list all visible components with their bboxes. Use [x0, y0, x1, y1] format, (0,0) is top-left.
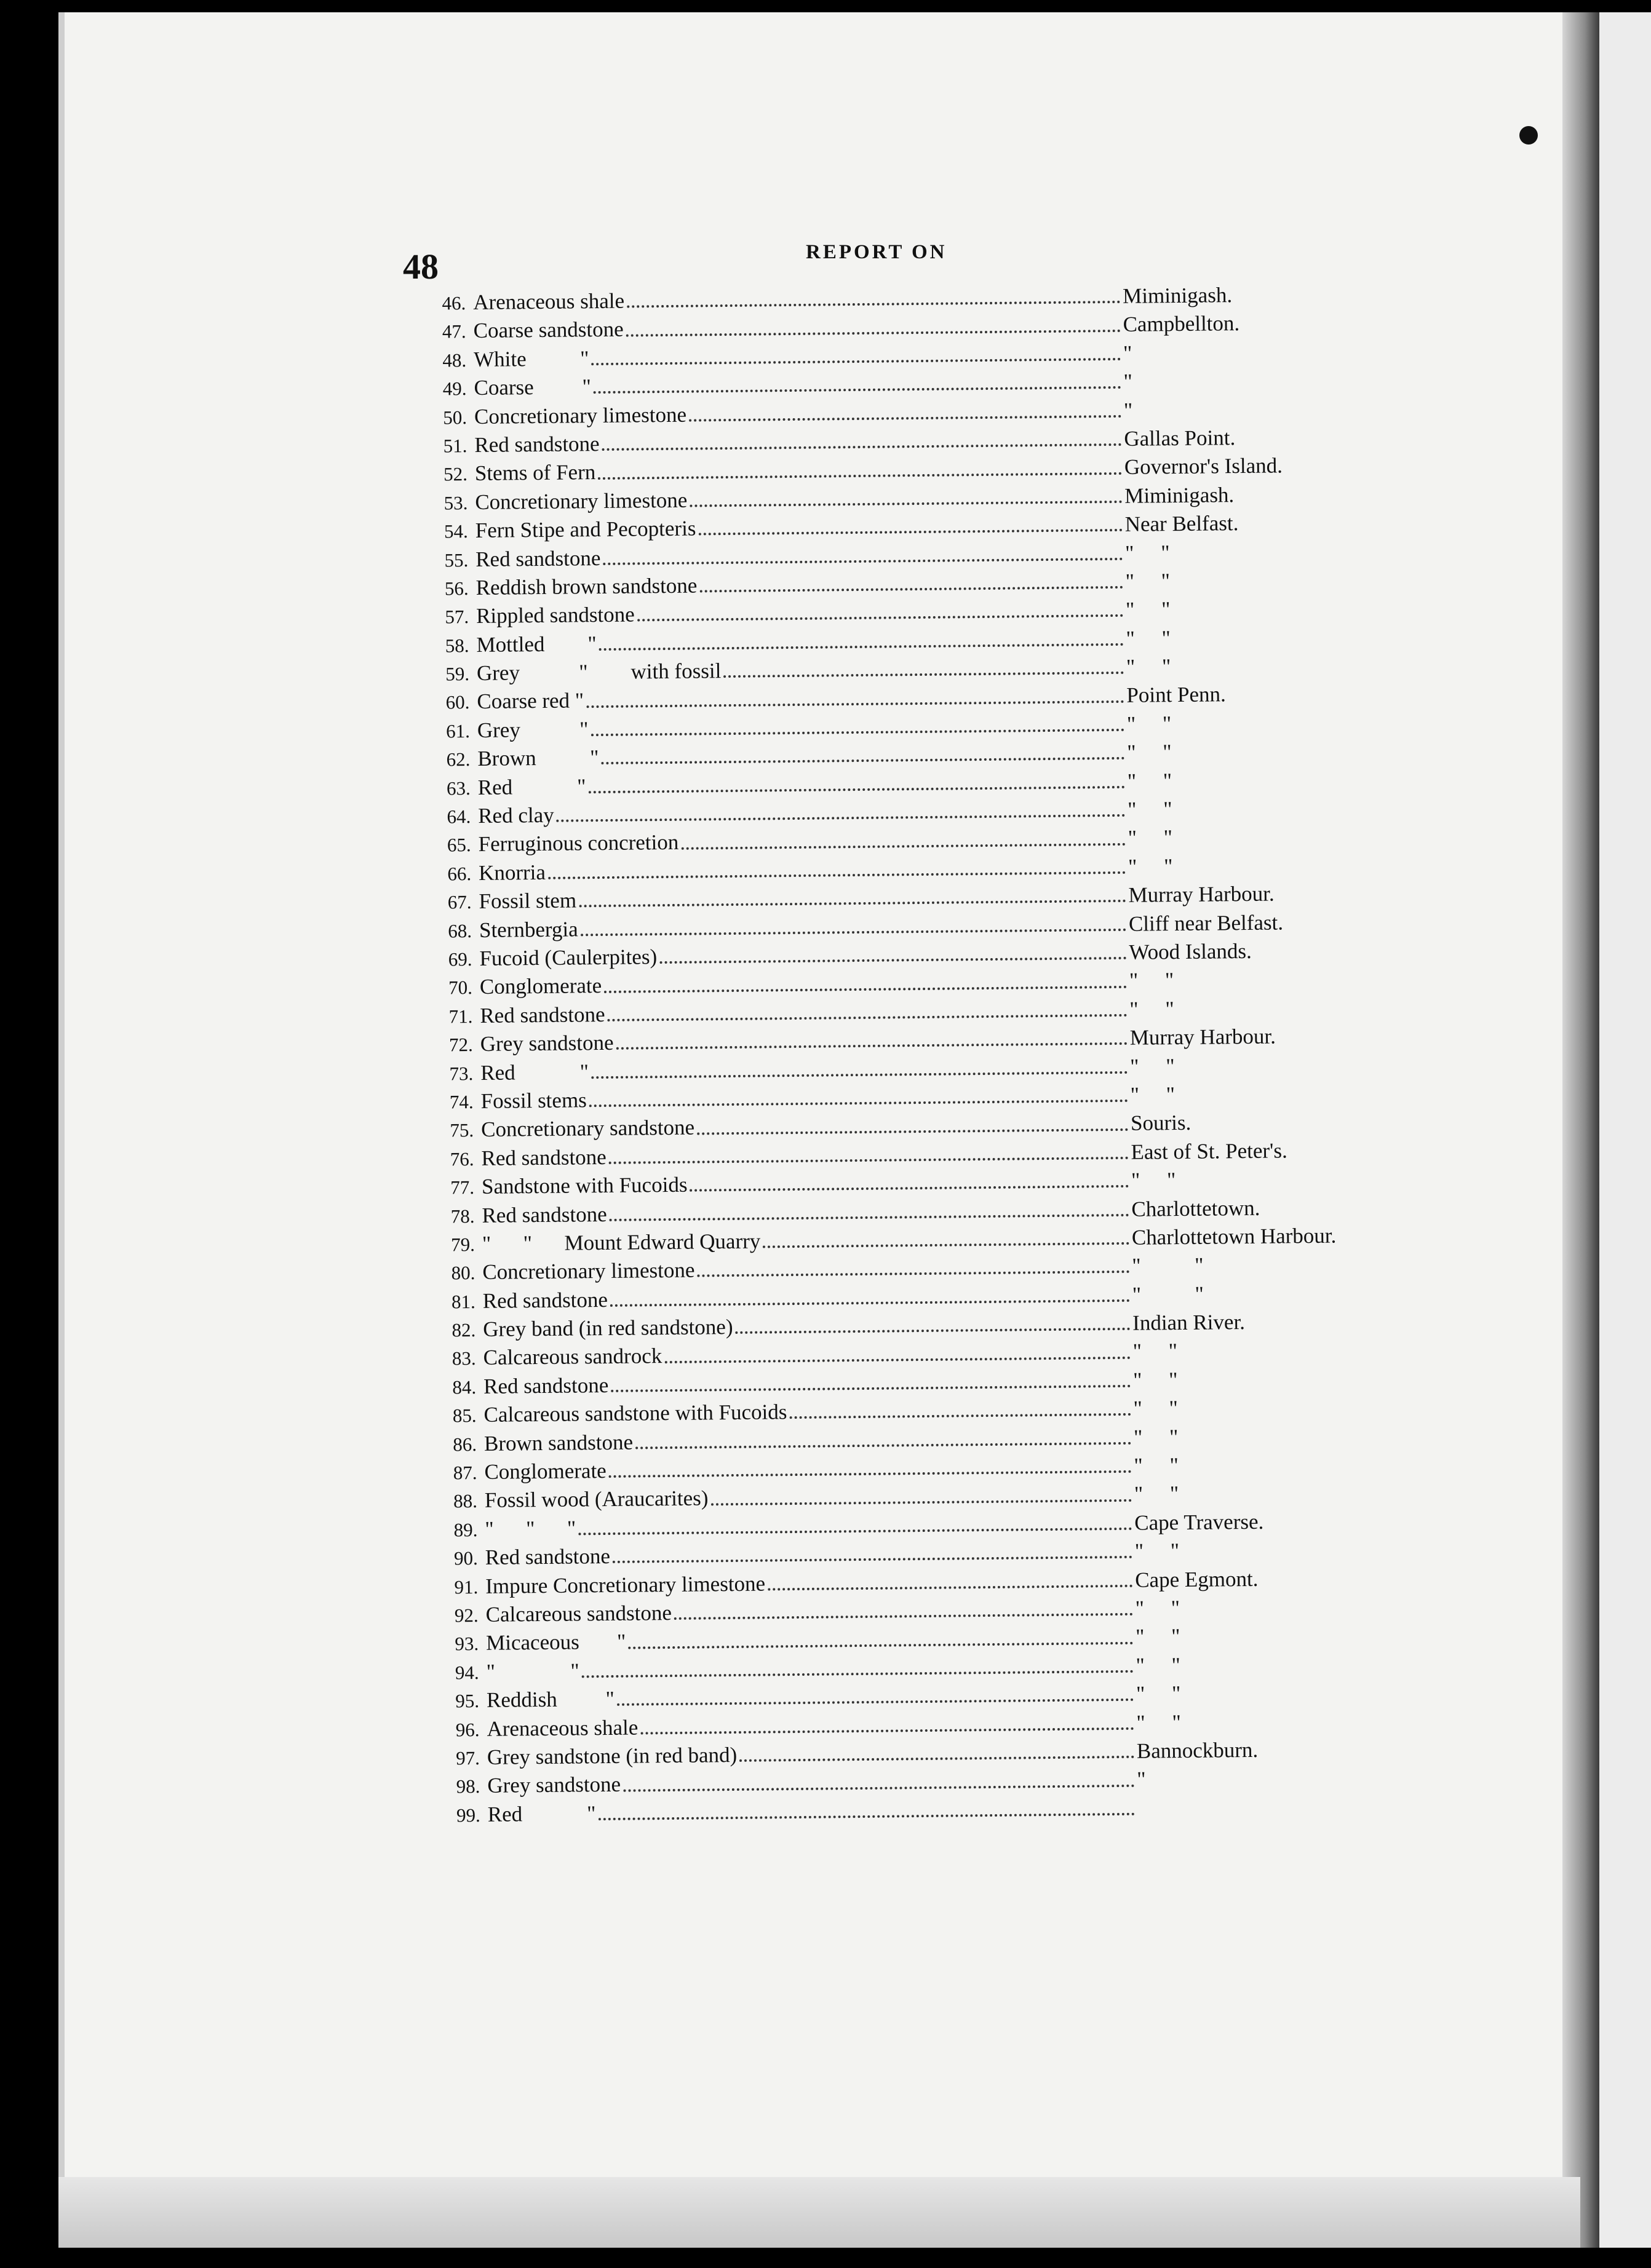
dot-leader: [674, 1607, 1133, 1620]
specimen-name: Grey " with fossil: [476, 659, 722, 686]
entry-number: 71.: [448, 1005, 473, 1028]
specimen-locality: Cliff near Belfast.: [1128, 910, 1284, 936]
specimen-name: Red ": [477, 774, 586, 799]
specimen-name: Red clay: [478, 803, 554, 828]
entry-number: 47.: [442, 320, 466, 343]
specimen-name: Coarse sandstone: [473, 317, 624, 343]
specimen-name: Impure Concretionary limestone: [485, 1571, 766, 1598]
specimen-name: Brown ": [477, 745, 599, 771]
specimen-locality: " ": [1136, 1681, 1181, 1706]
specimen-locality: " ": [1134, 1453, 1179, 1478]
specimen-name: " ": [486, 1659, 579, 1684]
specimen-locality: " ": [1127, 740, 1172, 765]
entry-number: 99.: [456, 1804, 480, 1826]
dot-leader: [616, 1036, 1128, 1050]
specimen-name: Red sandstone: [482, 1287, 608, 1313]
specimen-name: Conglomerate: [479, 973, 602, 999]
dot-leader: [763, 1236, 1129, 1248]
dot-leader: [628, 1635, 1133, 1649]
specimen-locality: Charlottetown Harbour.: [1131, 1223, 1337, 1250]
entry-number: 52.: [443, 463, 468, 485]
specimen-locality: Gallas Point.: [1124, 426, 1236, 451]
entry-number: 88.: [453, 1490, 478, 1512]
page-gutter-shadow: [1562, 12, 1599, 2248]
entry-number: 68.: [448, 919, 472, 942]
specimen-locality: " ": [1128, 825, 1173, 850]
entry-number: 63.: [446, 777, 471, 799]
entry-number: 90.: [453, 1547, 478, 1569]
specimen-name: Calcareous sandstone with Fucoids: [483, 1400, 787, 1427]
specimen-locality: ": [1123, 341, 1132, 365]
dot-leader: [640, 1721, 1134, 1735]
dot-leader: [699, 580, 1123, 593]
specimen-name: Red sandstone: [485, 1544, 611, 1570]
specimen-locality: " ": [1136, 1710, 1181, 1735]
dot-leader: [589, 1093, 1128, 1107]
entry-number: 61.: [445, 720, 471, 742]
dot-leader: [594, 380, 1121, 394]
entry-number: 98.: [456, 1775, 480, 1798]
running-head-title: REPORT ON: [806, 241, 947, 263]
entry-number: 62.: [446, 748, 471, 771]
dot-leader: [617, 1692, 1134, 1706]
specimen-locality: Indian River.: [1132, 1310, 1246, 1335]
specimen-name: Stems of Fern: [474, 460, 596, 486]
dot-leader: [591, 723, 1124, 736]
specimen-locality: " ": [1129, 1053, 1175, 1079]
specimen-locality: " ": [1124, 540, 1170, 565]
dot-leader: [588, 780, 1124, 793]
specimen-locality: " ": [1135, 1596, 1180, 1620]
specimen-locality: Miminigash.: [1122, 283, 1233, 308]
specimen-name: Red sandstone: [475, 545, 601, 571]
specimen-name: Reddish ": [486, 1687, 615, 1713]
dot-leader: [698, 523, 1122, 536]
dot-leader: [607, 1008, 1127, 1021]
specimen-name: Grey sandstone: [480, 1031, 614, 1057]
specimen-locality: " ": [1130, 1082, 1176, 1107]
entry-number: 73.: [449, 1062, 474, 1084]
entry-number: 85.: [452, 1405, 477, 1427]
entry-number: 87.: [453, 1462, 477, 1484]
page-bottom-edge: [58, 2177, 1580, 2248]
specimen-locality: Governor's Island.: [1124, 453, 1283, 480]
dot-leader: [609, 1151, 1129, 1164]
specimen-name: Reddish brown sandstone: [475, 573, 698, 600]
specimen-name: Fossil stems: [480, 1088, 587, 1113]
specimen-locality: Bannockburn.: [1136, 1737, 1259, 1763]
entry-number: 48.: [442, 349, 467, 371]
entry-number: 59.: [445, 663, 470, 685]
entry-number: 89.: [453, 1518, 478, 1541]
entry-number: 57.: [445, 606, 469, 628]
entry-number: 53.: [444, 491, 468, 514]
specimen-locality: " ": [1127, 797, 1172, 822]
dot-leader: [610, 1293, 1130, 1307]
specimen-name: Red sandstone: [481, 1144, 607, 1170]
specimen-name: Brown sandstone: [483, 1430, 634, 1456]
specimen-name: Arenaceous shale: [487, 1715, 639, 1741]
specimen-locality: Murray Harbour.: [1128, 881, 1275, 908]
entry-number: 74.: [449, 1090, 474, 1113]
dot-leader: [591, 1065, 1128, 1079]
specimen-name: Grey sandstone (in red band): [487, 1742, 738, 1769]
specimen-locality: " ": [1132, 1253, 1204, 1279]
specimen-locality: " ": [1136, 1652, 1181, 1678]
dot-leader: [582, 1664, 1134, 1678]
specimen-locality: " ": [1132, 1339, 1178, 1364]
specimen-name: Sandstone with Fucoids: [481, 1172, 688, 1199]
dot-leader: [601, 751, 1124, 764]
specimen-name: Grey sandstone: [487, 1772, 621, 1798]
dot-leader: [789, 1407, 1131, 1419]
dot-leader: [739, 1750, 1134, 1762]
specimen-locality: " ": [1126, 654, 1171, 679]
entry-number: 94.: [455, 1661, 479, 1684]
entry-number: 51.: [443, 435, 467, 457]
dot-leader: [664, 1350, 1131, 1363]
specimen-locality: " ": [1127, 768, 1172, 793]
entry-number: 95.: [455, 1690, 480, 1712]
specimen-locality: " ": [1125, 569, 1171, 593]
specimen-locality: " ": [1134, 1481, 1179, 1507]
dot-leader: [681, 836, 1125, 849]
dot-leader: [599, 637, 1124, 651]
specimen-name: Coarse ": [474, 375, 591, 400]
entry-number: 72.: [448, 1034, 473, 1056]
entry-number: 80.: [451, 1262, 475, 1284]
specimen-name: Calcareous sandstone: [485, 1600, 672, 1627]
dot-leader: [710, 1493, 1132, 1505]
specimen-locality: [1137, 1813, 1383, 1815]
entry-number: 96.: [455, 1718, 480, 1740]
dot-leader: [611, 1379, 1131, 1392]
dot-leader: [604, 979, 1127, 993]
specimen-locality: Charlottetown.: [1131, 1195, 1260, 1221]
entry-number: 64.: [447, 806, 471, 828]
entry-number: 97.: [456, 1747, 480, 1769]
entry-number: 93.: [455, 1633, 479, 1655]
specimen-name: Arenaceous shale: [473, 288, 625, 314]
dot-leader: [690, 1179, 1129, 1192]
entry-number: 50.: [443, 406, 467, 429]
entry-number: 83.: [452, 1347, 476, 1370]
specimen-name: Red sandstone: [483, 1373, 609, 1398]
specimen-name: Concretionary limestone: [482, 1258, 695, 1285]
dot-leader: [557, 808, 1126, 822]
specimen-locality: " ": [1133, 1424, 1179, 1449]
specimen-locality: Near Belfast.: [1124, 511, 1239, 536]
specimen-name: Coarse red ": [477, 688, 584, 714]
specimen-locality: Wood Islands.: [1129, 938, 1252, 964]
specimen-name: Fern Stipe and Pecopteris: [475, 516, 696, 543]
specimen-locality: Campbellton.: [1123, 311, 1240, 337]
dot-leader: [697, 1264, 1129, 1277]
specimen-name: Fossil wood (Araucarites): [484, 1486, 709, 1513]
specimen-name: Fucoid (Caulerpites): [479, 945, 658, 970]
specimen-locality: " ": [1134, 1539, 1180, 1563]
entry-number: 55.: [444, 549, 469, 571]
dot-leader: [627, 295, 1120, 308]
entry-number: 75.: [450, 1119, 474, 1141]
specimen-locality: ": [1137, 1767, 1146, 1792]
specimen-locality: " ": [1128, 854, 1173, 879]
specimen-name: White ": [473, 346, 589, 371]
page-number: 48: [403, 247, 439, 287]
entry-number: 60.: [445, 691, 470, 713]
specimen-name: Sternbergia: [479, 917, 578, 942]
specimen-locality: Cape Egmont.: [1135, 1566, 1259, 1592]
specimen-locality: Souris.: [1130, 1111, 1192, 1136]
specimen-locality: Miminigash.: [1124, 482, 1235, 508]
entry-number: 91.: [454, 1576, 479, 1598]
entry-number: 86.: [453, 1433, 477, 1456]
specimen-name: Calcareous sandrock: [483, 1344, 662, 1370]
dot-leader: [623, 1778, 1134, 1791]
entry-number: 66.: [447, 862, 472, 885]
specimen-name: Micaceous ": [485, 1630, 626, 1655]
dot-leader: [598, 466, 1122, 479]
entry-number: 54.: [444, 520, 468, 542]
entry-number: 79.: [451, 1233, 475, 1256]
entry-number: 70.: [448, 977, 473, 999]
specimen-locality: " ": [1133, 1396, 1179, 1421]
dot-leader: [697, 1122, 1128, 1135]
entry-number: 82.: [452, 1319, 476, 1341]
specimen-name: Rippled sandstone: [475, 602, 635, 628]
specimen-locality: ": [1123, 398, 1133, 422]
specimen-name: Red sandstone: [482, 1202, 607, 1227]
specimen-name: Concretionary limestone: [475, 488, 688, 514]
dot-leader: [659, 951, 1126, 964]
dot-leader: [689, 409, 1121, 422]
specimen-locality: ": [1123, 369, 1132, 394]
dot-leader: [690, 494, 1122, 507]
entry-number: 78.: [450, 1205, 475, 1227]
dot-leader: [603, 552, 1123, 565]
specimen-name: Grey ": [477, 717, 589, 742]
specimen-name: " " ": [485, 1516, 576, 1541]
specimen-locality: " ": [1126, 625, 1171, 651]
entry-number: 81.: [451, 1290, 475, 1313]
specimen-locality: " ": [1132, 1367, 1178, 1392]
specimen-name: Fossil stem: [479, 888, 577, 914]
entry-number: 84.: [452, 1376, 477, 1398]
entry-number: 92.: [454, 1604, 479, 1627]
specimen-locality: Cape Traverse.: [1134, 1509, 1264, 1535]
dot-leader: [723, 665, 1124, 678]
dot-leader: [613, 1550, 1132, 1563]
specimen-locality: " ": [1125, 597, 1171, 622]
dot-leader: [626, 323, 1121, 336]
entry-number: 56.: [444, 577, 469, 600]
dot-leader: [610, 1208, 1129, 1221]
dot-leader: [609, 1464, 1132, 1478]
specimen-name: " " Mount Edward Quarry: [482, 1229, 761, 1256]
specimen-locality: " ": [1135, 1624, 1180, 1649]
dot-leader: [581, 922, 1126, 937]
entry-number: 58.: [445, 634, 469, 657]
dot-leader: [637, 608, 1123, 622]
specimen-name: Concretionary sandstone: [480, 1115, 695, 1142]
dot-leader: [548, 865, 1126, 879]
specimen-name: Knorria: [478, 860, 546, 885]
specimen-name: Red ": [487, 1801, 596, 1826]
specimen-locality: " ": [1131, 1168, 1176, 1192]
entry-number: 67.: [447, 891, 472, 913]
entry-number: 77.: [450, 1176, 475, 1199]
entry-number: 49.: [442, 378, 467, 400]
entry-number: 46.: [442, 292, 466, 314]
dot-leader: [579, 894, 1126, 908]
specimen-name: Red ": [480, 1059, 589, 1085]
specimen-name: Concretionary limestone: [474, 402, 687, 429]
specimen-locality: Point Penn.: [1126, 682, 1226, 708]
specimen-locality: " ": [1132, 1282, 1204, 1307]
specimen-locality: " ": [1126, 711, 1172, 736]
entry-number: 69.: [448, 948, 472, 970]
binding-hole-icon: [1519, 126, 1538, 145]
dot-leader: [735, 1322, 1130, 1334]
specimen-locality: " ": [1129, 968, 1174, 993]
entry-number: 65.: [447, 834, 471, 856]
dot-leader: [635, 1436, 1131, 1449]
entry-number: 76.: [450, 1148, 474, 1170]
specimen-locality: East of St. Peter's.: [1131, 1138, 1287, 1164]
dot-leader: [768, 1579, 1132, 1591]
specimen-list: [409, 280, 1383, 1830]
specimen-name: Conglomerate: [484, 1459, 607, 1484]
dot-leader: [578, 1521, 1132, 1536]
specimen-name: Mottled ": [476, 631, 597, 657]
specimen-name: Red sandstone: [474, 431, 600, 457]
specimen-name: Red sandstone: [480, 1002, 605, 1028]
specimen-locality: " ": [1129, 996, 1174, 1021]
dot-leader: [586, 694, 1124, 708]
specimen-name: Ferruginous concretion: [478, 830, 679, 857]
specimen-locality: Murray Harbour.: [1129, 1024, 1276, 1050]
specimen-name: Grey band (in red sandstone): [483, 1315, 733, 1341]
dot-leader: [591, 352, 1121, 365]
dot-leader: [598, 1807, 1134, 1820]
dot-leader: [602, 437, 1122, 451]
